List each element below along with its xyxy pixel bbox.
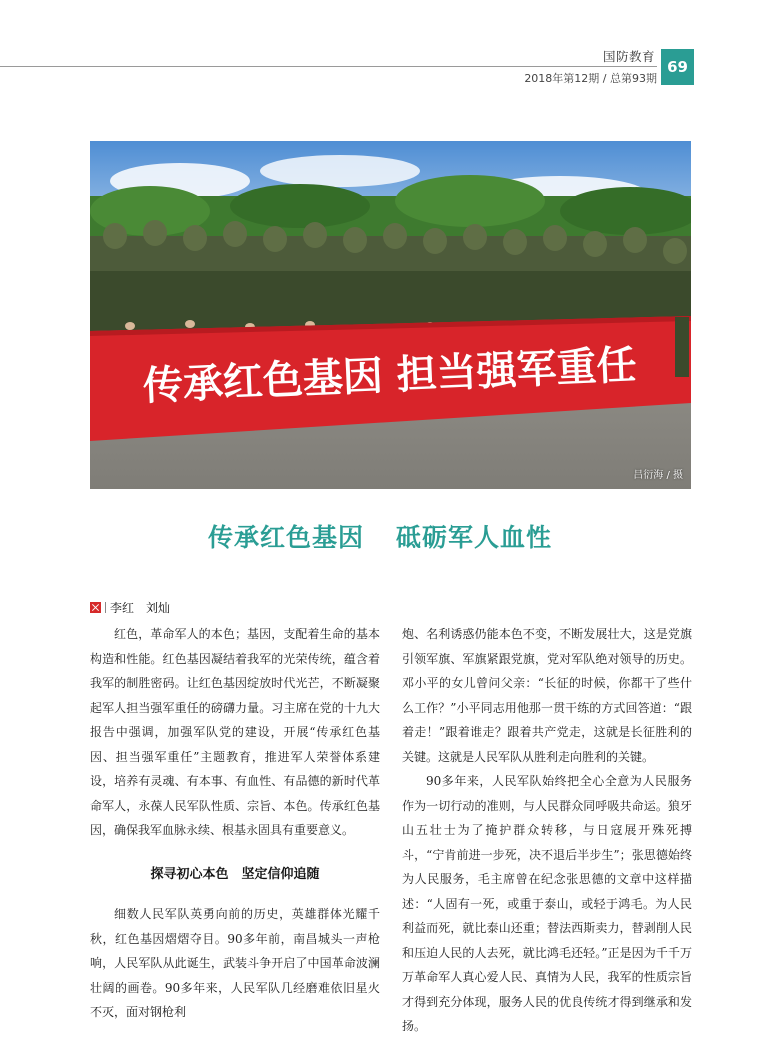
photo-illustration bbox=[90, 141, 691, 489]
article-photo bbox=[90, 141, 691, 489]
article-title bbox=[0, 518, 760, 554]
photo-credit: 吕衍海 / 摄 bbox=[633, 470, 683, 481]
header-rule bbox=[0, 66, 657, 67]
section-subheading: 探寻初心本色 坚定信仰追随 bbox=[150, 866, 320, 882]
page-number: 69 bbox=[661, 49, 694, 85]
paragraph: 红色，革命军人的本色；基因，支配着生命的基本构造和性能。红色基因凝结着我军的光荣传统，蕴含着我军的制胜密码。让红色基因绽放时代光芒，不断凝聚起军人担当强军重任的磅礴力量。习主席在党的十九大报告中强调，加强军队党的建设，开展“传承红色基因、担当强军重任”主题教育，推进军人荣誉体系建设，培养有灵魂、有本事、有血性、有品德的新时代革命军人，永葆人民军队性质、宗旨、本色。传承红色基因，确保我军血脉永续、根基永固具有重要意义。 bbox=[90, 627, 380, 837]
issue-info: 2018年第12期 / 总第93期 bbox=[524, 72, 657, 85]
title-part-2: 砥砺军人血性 bbox=[396, 523, 553, 552]
magazine-name: 国防教育 bbox=[602, 49, 655, 64]
paragraph: 炮、名利诱惑仍能本色不变，不断发展壮大，这是党旗引领军旗、军旗紧跟党旗，党对军队绝对领导的历史。邓小平的女儿曾问父亲：“长征的时候，你都干了些什么工作？”小平同志用他那一贯干练的方式回答道：“跟着走！”跟着谁走？跟着共产党走，这就是长征胜利的关键。这就是人民军队从胜利走向胜利的关键。 bbox=[402, 627, 692, 764]
paragraph: 90多年来，人民军队始终把全心全意为人民服务作为一切行动的准则，与人民群众同呼吸共命运。狼牙山五壮士为了掩护群众转移，与日寇展开殊死搏斗，“宁肯前进一步死，决不退后半步生”；张思德始终为人民服务，毛主席曾在纪念张思德的文章中这样描述：“人固有一死，或重于泰山，或轻于鸿毛。为人民利益而死，就比泰山还重；替法西斯卖力，替剥削人民和压迫人民的人去死，就比鸿毛还轻。”正是因为千千万万革命军人真心爱人民、真情为人民，我军的性质宗旨才得到充分体现，服务人民的优良传统才得到继承和发扬。 bbox=[402, 774, 692, 1033]
paragraph: 细数人民军队英勇向前的历史，英雄群体光耀千秋，红色基因熠熠夺目。90多年前，南昌城头一声枪响，人民军队从此诞生，武装斗争开启了中国革命波澜壮阔的画卷。90多年来，人民军队几经磨难依旧星火不灭，面对钢枪利 bbox=[90, 907, 380, 1019]
author-names: 李红 刘灿 bbox=[110, 601, 171, 615]
banner-text: 传承红色基因 担当强军重任 bbox=[142, 342, 638, 410]
left-column bbox=[90, 622, 380, 1025]
right-column bbox=[402, 622, 692, 1039]
author-x-icon bbox=[90, 602, 101, 613]
author-divider bbox=[105, 602, 106, 613]
author-line bbox=[90, 599, 170, 616]
title-part-1: 传承红色基因 bbox=[207, 523, 364, 552]
